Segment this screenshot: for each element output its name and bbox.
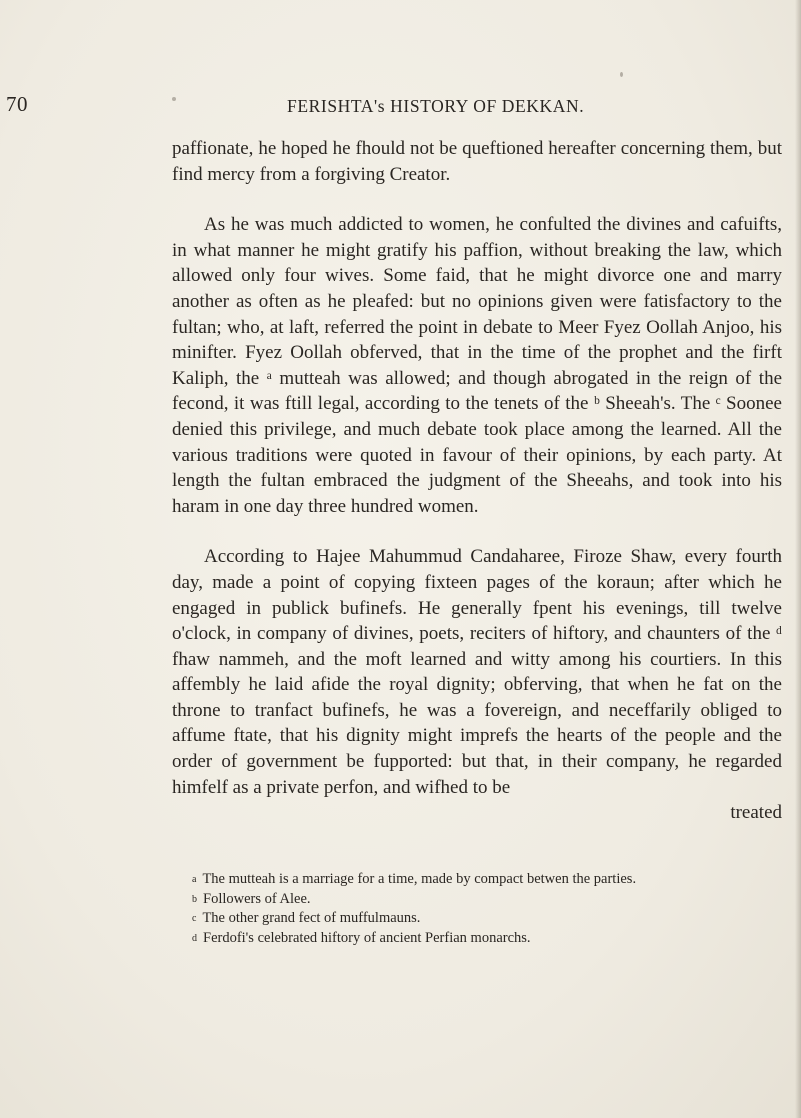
footnote	[192, 870, 782, 890]
footnote	[192, 909, 782, 929]
footnote	[192, 890, 782, 910]
running-head: FERISHTA's HISTORY OF DEKKAN.	[287, 96, 585, 116]
footnote-text: Followers of Alee.	[203, 890, 311, 907]
page-edge-shadow	[795, 0, 801, 1118]
page-number: 70	[6, 92, 28, 116]
footnotes	[192, 870, 782, 948]
catchword: treated	[730, 802, 782, 824]
footnote-text: The mutteah is a marriage for a time, made by compact betwen the parties.	[202, 871, 637, 887]
footnote-text: Ferdofi's celebrated hiftory of ancient Perfian monarchs.	[203, 929, 531, 946]
footnote-mark: b	[192, 893, 197, 905]
body-text	[172, 136, 782, 826]
footnote-mark: d	[192, 932, 197, 944]
ink-speck	[620, 72, 623, 77]
ink-speck	[172, 97, 176, 101]
footnote-mark: a	[192, 874, 197, 885]
footnote	[192, 929, 782, 949]
paragraph-wives: As he was much addicted to women, he confulted the divines and cafuifts, in what manner he might gratify his paffion, without breaking the law, which allowed only four wives. Some faid, that he might divorce one and marry another as often as he pleafed: but no opinions given were fatisfactory to the fultan; who, at laft, referred the point in debate to Meer Fyez Oollah Anjoo, his minifter. Fyez Oollah obferved, that in the time of the prophet and the firft Kaliph, the ᵃ mutteah was allowed; and though abrogated in the reign of the fecond, it was ftill legal, according to the tenets of the ᵇ Sheeah's. The ᶜ Soonee denied this privilege, and much debate took place among the learned. All the various traditions were quoted in favour of their opinions, by each party. At length the fultan embraced the judgment of the Sheeahs, and took into his haram in one day three hundred women.	[172, 214, 782, 517]
paragraph-continuation: paffionate, he hoped he fhould not be queftioned hereafter concerning them, but find mercy from a forgiving Creator.	[172, 138, 782, 185]
paragraph-habits: According to Hajee Mahummud Candaharee, Firoze Shaw, every fourth day, made a point of copying fixteen pages of the koraun; after which he engaged in publick bufinefs. He generally fpent his evenings, till twelve o'clock, in company of divines, poets, reciters of hiftory, and chaunters of the ᵈ fhaw nammeh, and the moft learned and witty among his courtiers. In this affembly he laid afide the royal dignity; obferving, that when he fat on the throne to tranfact bufinefs, he was a fovereign, and neceffarily obliged to affume ftate, that his dignity might imprefs the hearts of the people and the order of government be fupported: but that, in their company, he regarded himfelf as a private perfon, and wifhed to be	[172, 546, 782, 798]
footnote-text: The other grand fect of muffulmauns.	[202, 910, 421, 927]
footnote-mark: c	[192, 913, 197, 925]
